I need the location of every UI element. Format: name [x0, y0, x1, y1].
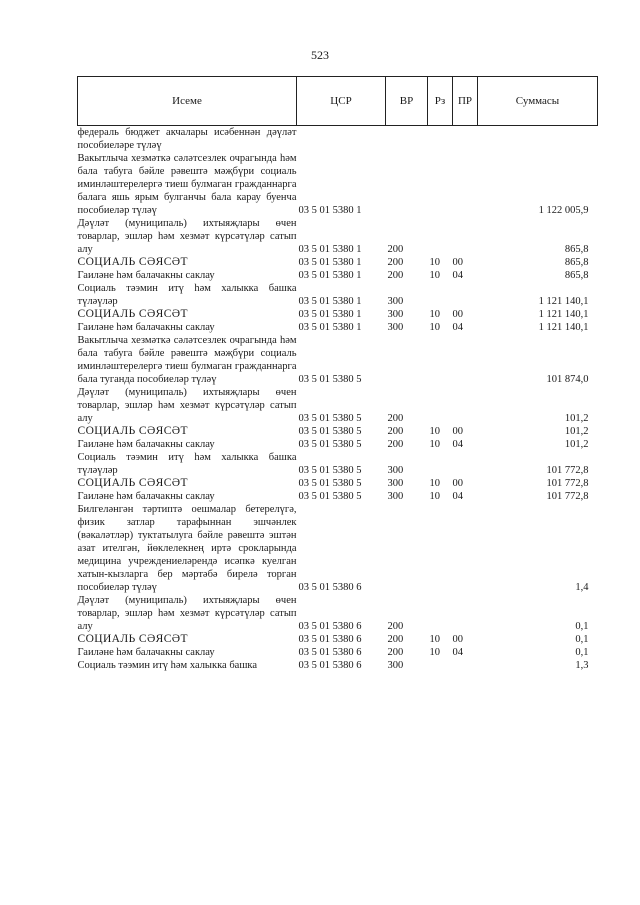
row-csr-code: 03 5 01 5380 5 [298, 491, 362, 502]
row-pr-code: 00 [452, 309, 463, 320]
table-row [78, 126, 598, 153]
row-pr-code [453, 282, 478, 308]
row-name: Социаль тәэмин итү һәм халыкка башка [77, 660, 258, 671]
row-csr-code: 03 5 01 5380 1 [298, 244, 362, 255]
row-pr-code: 00 [452, 634, 463, 645]
row-sum [478, 126, 598, 153]
row-sum: 101 772,8 [546, 478, 589, 489]
row-vr-code: 200 [387, 426, 404, 437]
row-sum: 0,1 [575, 634, 589, 645]
row-vr-code: 200 [387, 634, 404, 645]
table-row [78, 451, 598, 477]
row-pr-code [453, 659, 478, 672]
row-vr-code: 300 [387, 296, 404, 307]
row-vr-code: 200 [387, 413, 404, 424]
row-rz-code [428, 126, 453, 153]
row-name: СОЦИАЛЬ СӘЯСӘТ [77, 256, 188, 268]
row-sum: 0,1 [575, 647, 589, 658]
row-sum: 865,8 [564, 257, 589, 268]
row-sum: 1 121 140,1 [538, 296, 589, 307]
row-vr-code: 200 [387, 257, 404, 268]
row-csr-code: 03 5 01 5380 5 [298, 439, 362, 450]
table-row [78, 477, 598, 490]
table-row [78, 282, 598, 308]
row-vr-code: 200 [387, 244, 404, 255]
row-csr-code: 03 5 01 5380 5 [298, 478, 362, 489]
table-row [78, 256, 598, 269]
row-rz-code: 10 [429, 634, 440, 645]
row-sum: 101 772,8 [546, 465, 589, 476]
table-header [78, 77, 598, 126]
row-rz-code: 10 [429, 426, 440, 437]
row-vr-code: 300 [387, 309, 404, 320]
table-row [78, 633, 598, 646]
row-sum: 1 121 140,1 [538, 309, 589, 320]
row-pr-code [453, 386, 478, 425]
table-row [78, 269, 598, 282]
row-pr-code [453, 503, 478, 594]
row-name: Социаль тәэмин итү һәм халыкка башка түләүләр [77, 283, 297, 307]
row-rz-code [428, 217, 453, 256]
row-vr-code: 300 [387, 322, 404, 333]
row-csr-code: 03 5 01 5380 6 [298, 621, 362, 632]
row-vr-code: 300 [387, 478, 404, 489]
row-pr-code: 04 [452, 439, 463, 450]
page-number: 523 [311, 48, 329, 62]
row-name: СОЦИАЛЬ СӘЯСӘТ [77, 308, 188, 320]
row-rz-code [428, 282, 453, 308]
row-name: СОЦИАЛЬ СӘЯСӘТ [77, 633, 188, 645]
row-csr-code: 03 5 01 5380 5 [298, 374, 362, 385]
row-pr-code [453, 451, 478, 477]
row-name: Дәүләт (муниципаль) ихтыяҗлары өчен товарлар, эшләр һәм хезмәт күрсәтүләр сатып алу [77, 218, 297, 255]
row-csr-code: 03 5 01 5380 6 [298, 660, 362, 671]
row-csr-code: 03 5 01 5380 1 [298, 309, 362, 320]
row-pr-code [453, 217, 478, 256]
row-name: Дәүләт (муниципаль) ихтыяҗлары өчен товарлар, эшләр һәм хезмәт күрсәтүләр сатып алу [77, 595, 297, 632]
table-row [78, 321, 598, 334]
row-rz-code [428, 152, 453, 217]
row-pr-code [453, 594, 478, 633]
row-name: Гаиләне һәм балачакны саклау [77, 439, 215, 450]
row-csr-code [297, 126, 386, 153]
row-pr-code [453, 126, 478, 153]
row-csr-code: 03 5 01 5380 5 [298, 426, 362, 437]
row-name: Вакытлыча хезмәткә сәләтсезлек очрагында һәм бала табуга бәйле рәвештә мәҗбүри социаль иминләштерелергә тиеш булмаган гражданнарга балага яшь ярым булганчы бала карау буенча пособиеләр түләү [77, 153, 297, 216]
row-sum: 1 121 140,1 [538, 322, 589, 333]
row-sum: 101,2 [564, 439, 589, 450]
table-body [78, 126, 598, 673]
column-header-rz: Рз [428, 77, 453, 126]
row-rz-code: 10 [429, 257, 440, 268]
row-vr-code [386, 334, 428, 386]
row-csr-code: 03 5 01 5380 1 [298, 296, 362, 307]
row-name: Гаиләне һәм балачакны саклау [77, 647, 215, 658]
table-row [78, 503, 598, 594]
row-vr-code: 200 [387, 621, 404, 632]
row-name: Билгеләнгән тәртиптә оешмалар бетерелүгә, физик затлар тарафыннан эшчәнлек (вәкаләтләр) туктатылуга бәйле рәвештә эштән азат ителгән, йөклелекнең иртә срокларында медицина учреждениеләрендә исәпкә куелган хатын-кызларга бер мәртәбә бирелә торган пособиеләр түләү [77, 504, 297, 593]
row-pr-code: 04 [452, 322, 463, 333]
table-row [78, 425, 598, 438]
row-pr-code: 00 [452, 478, 463, 489]
row-vr-code: 300 [387, 660, 404, 671]
row-vr-code: 300 [387, 491, 404, 502]
row-pr-code: 04 [452, 270, 463, 281]
row-rz-code [428, 594, 453, 633]
row-rz-code: 10 [429, 491, 440, 502]
row-vr-code [386, 503, 428, 594]
row-rz-code [428, 451, 453, 477]
column-header-csr: ЦСР [297, 77, 386, 126]
row-rz-code: 10 [429, 270, 440, 281]
column-header-vr: ВР [386, 77, 428, 126]
row-vr-code [386, 152, 428, 217]
row-rz-code: 10 [429, 309, 440, 320]
row-sum: 101 772,8 [546, 491, 589, 502]
row-sum: 101 874,0 [546, 374, 589, 385]
table-row [78, 438, 598, 451]
row-name: Вакытлыча хезмәткә сәләтсезлек очрагында һәм бала табуга бәйле рәвештә мәҗбүри социаль иминләштерелергә тиеш булмаган гражданнарга бала туганда пособиеләр түләү [77, 335, 297, 385]
row-vr-code: 200 [387, 439, 404, 450]
row-rz-code: 10 [429, 647, 440, 658]
row-name: Гаиләне һәм балачакны саклау [77, 270, 215, 281]
row-pr-code: 00 [452, 426, 463, 437]
row-vr-code [386, 126, 428, 153]
table-row [78, 308, 598, 321]
row-sum: 865,8 [564, 270, 589, 281]
row-csr-code: 03 5 01 5380 1 [298, 205, 362, 216]
row-csr-code: 03 5 01 5380 6 [298, 582, 362, 593]
row-sum: 101,2 [564, 426, 589, 437]
row-name: Гаиләне һәм балачакны саклау [77, 491, 215, 502]
table-row [78, 490, 598, 503]
row-pr-code: 04 [452, 647, 463, 658]
row-pr-code [453, 152, 478, 217]
row-csr-code: 03 5 01 5380 5 [298, 413, 362, 424]
row-name: Дәүләт (муниципаль) ихтыяҗлары өчен товарлар, эшләр һәм хезмәт күрсәтүләр сатып алу [77, 387, 297, 424]
row-rz-code [428, 659, 453, 672]
row-rz-code [428, 503, 453, 594]
column-header-name: Исеме [78, 77, 297, 126]
row-sum: 1,4 [575, 582, 589, 593]
row-rz-code [428, 334, 453, 386]
row-pr-code: 04 [452, 491, 463, 502]
row-pr-code [453, 334, 478, 386]
row-rz-code: 10 [429, 439, 440, 450]
row-vr-code: 200 [387, 270, 404, 281]
row-name: СОЦИАЛЬ СӘЯСӘТ [77, 425, 188, 437]
row-csr-code: 03 5 01 5380 1 [298, 322, 362, 333]
row-csr-code: 03 5 01 5380 5 [298, 465, 362, 476]
row-sum: 0,1 [575, 621, 589, 632]
row-sum: 101,2 [564, 413, 589, 424]
column-header-sum: Суммасы [478, 77, 598, 126]
table-row [78, 646, 598, 659]
row-name: федераль бюджет акчалары исәбеннән дәүләт пособиеләре түләү [77, 127, 297, 151]
row-vr-code: 200 [387, 647, 404, 658]
row-rz-code: 10 [429, 322, 440, 333]
column-header-pr: ПР [453, 77, 478, 126]
row-vr-code: 300 [387, 465, 404, 476]
table-row [78, 386, 598, 425]
row-sum: 1,3 [575, 660, 589, 671]
row-rz-code [428, 386, 453, 425]
row-pr-code: 00 [452, 257, 463, 268]
table-row [78, 152, 598, 217]
row-csr-code: 03 5 01 5380 6 [298, 634, 362, 645]
row-csr-code: 03 5 01 5380 1 [298, 270, 362, 281]
row-csr-code: 03 5 01 5380 6 [298, 647, 362, 658]
row-name: СОЦИАЛЬ СӘЯСӘТ [77, 477, 188, 489]
row-name: Социаль тәэмин итү һәм халыкка башка түләүләр [77, 452, 297, 476]
table-row [78, 334, 598, 386]
row-sum: 865,8 [564, 244, 589, 255]
table-row [78, 594, 598, 633]
budget-table [77, 76, 598, 672]
table-row [78, 217, 598, 256]
row-rz-code: 10 [429, 478, 440, 489]
row-name: Гаиләне һәм балачакны саклау [77, 322, 215, 333]
table-row [78, 659, 598, 672]
row-sum: 1 122 005,9 [538, 205, 589, 216]
row-csr-code: 03 5 01 5380 1 [298, 257, 362, 268]
